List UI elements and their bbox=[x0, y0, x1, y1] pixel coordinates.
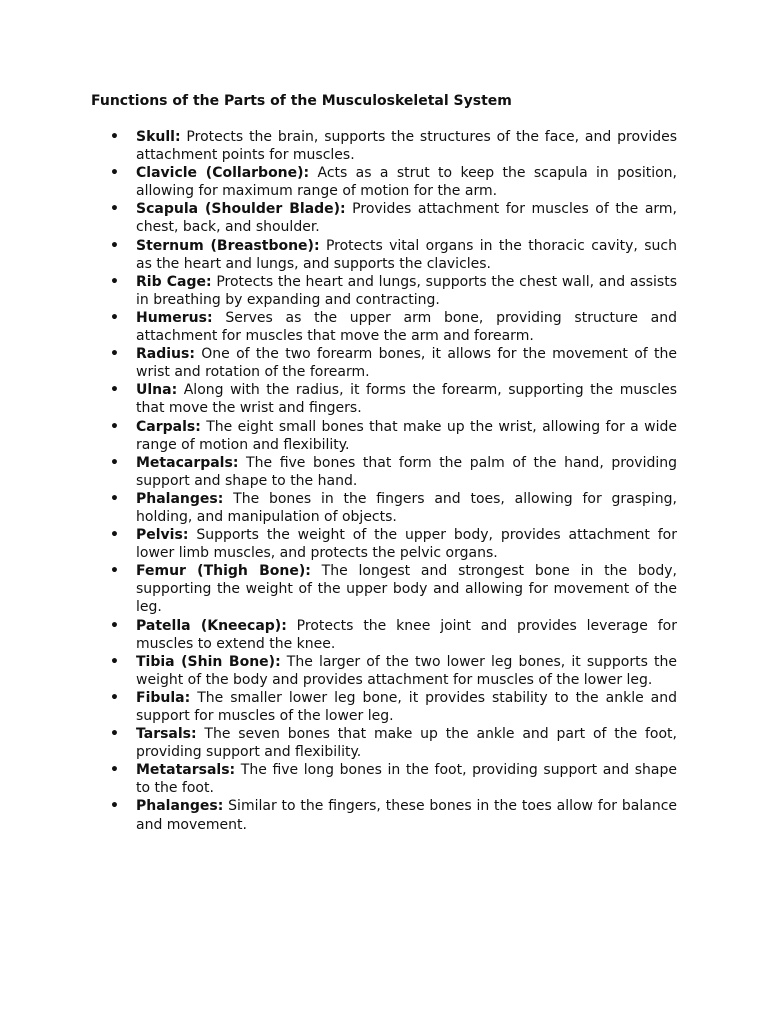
list-item bbox=[110, 164, 677, 200]
list-item bbox=[110, 237, 677, 273]
bullet-icon: • bbox=[110, 527, 119, 544]
bullet-icon: • bbox=[110, 762, 119, 779]
bullet-icon: • bbox=[110, 201, 119, 218]
bone-description: Protects vital organs in the thoracic cavity, such as the heart and lungs, and supports the clavicles. bbox=[136, 237, 677, 272]
bone-term: Sternum (Breastbone): bbox=[136, 237, 320, 254]
bullet-icon: • bbox=[110, 273, 119, 290]
bullet-icon: • bbox=[110, 689, 119, 706]
bone-term: Rib Cage: bbox=[136, 273, 212, 290]
bone-function-list bbox=[110, 128, 677, 834]
document-title: Functions of the Parts of the Musculoskeletal System bbox=[91, 93, 512, 109]
bullet-icon: • bbox=[110, 563, 119, 580]
bone-term: Metatarsals: bbox=[136, 762, 236, 779]
bone-term: Humerus: bbox=[136, 309, 213, 326]
bone-term: Femur (Thigh Bone): bbox=[136, 563, 311, 580]
list-item bbox=[110, 345, 677, 381]
bone-description: Along with the radius, it forms the forearm, supporting the muscles that move the wrist and fingers. bbox=[136, 382, 677, 417]
bone-description: The five bones that form the palm of the hand, providing support and shape to the hand. bbox=[136, 454, 677, 489]
bone-term: Patella (Kneecap): bbox=[136, 617, 287, 634]
bullet-icon: • bbox=[110, 454, 119, 471]
bullet-icon: • bbox=[110, 418, 119, 435]
bullet-icon: • bbox=[110, 653, 119, 670]
bone-term: Radius: bbox=[136, 346, 195, 363]
bone-description: The seven bones that make up the ankle and part of the foot, providing support and flexibility. bbox=[136, 726, 677, 761]
bone-term: Carpals: bbox=[136, 418, 201, 435]
list-item bbox=[110, 454, 677, 490]
list-item bbox=[110, 418, 677, 454]
bone-term: Ulna: bbox=[136, 382, 178, 399]
list-item bbox=[110, 653, 677, 689]
bone-term: Fibula: bbox=[136, 689, 191, 706]
bone-term: Clavicle (Collarbone): bbox=[136, 165, 310, 182]
list-item bbox=[110, 797, 677, 833]
bone-term: Scapula (Shoulder Blade): bbox=[136, 201, 346, 218]
bone-description: The smaller lower leg bone, it provides stability to the ankle and support for muscles of the lower leg. bbox=[136, 689, 678, 724]
bone-description: The five long bones in the foot, providing support and shape to the foot. bbox=[136, 762, 678, 797]
bone-description: Protects the knee joint and provides leverage for muscles to extend the knee. bbox=[136, 617, 677, 652]
bone-description: Protects the heart and lungs, supports the chest wall, and assists in breathing by expanding and contracting. bbox=[136, 273, 678, 308]
bullet-icon: • bbox=[110, 309, 119, 326]
list-item bbox=[110, 381, 677, 417]
bone-term: Tibia (Shin Bone): bbox=[136, 653, 281, 670]
bullet-icon: • bbox=[110, 346, 119, 363]
bone-description: One of the two forearm bones, it allows for the movement of the wrist and rotation of the forearm. bbox=[136, 346, 677, 381]
bone-description: Protects the brain, supports the structures of the face, and provides attachment points for muscles. bbox=[136, 129, 677, 164]
bullet-icon: • bbox=[110, 798, 119, 815]
bone-term: Metacarpals: bbox=[136, 454, 239, 471]
bone-term: Skull: bbox=[136, 129, 181, 145]
bullet-icon: • bbox=[110, 237, 119, 254]
list-item bbox=[110, 200, 677, 236]
list-item bbox=[110, 526, 677, 562]
bone-term: Phalanges: bbox=[136, 490, 224, 507]
list-item bbox=[110, 725, 677, 761]
bone-description: The bones in the fingers and toes, allowing for grasping, holding, and manipulation of objects. bbox=[136, 490, 678, 525]
bone-description: Provides attachment for muscles of the arm, chest, back, and shoulder. bbox=[136, 201, 677, 236]
bone-description: Similar to the fingers, these bones in the toes allow for balance and movement. bbox=[136, 798, 677, 833]
list-item bbox=[110, 490, 677, 526]
bone-description: The larger of the two lower leg bones, it supports the weight of the body and provides attachment for muscles of the lower leg. bbox=[136, 653, 677, 688]
bone-description: Acts as a strut to keep the scapula in position, allowing for maximum range of motion for the arm. bbox=[136, 165, 678, 200]
bone-description: The longest and strongest bone in the body, supporting the weight of the upper body and allowing for movement of the leg. bbox=[136, 563, 677, 616]
bullet-icon: • bbox=[110, 726, 119, 743]
list-item bbox=[110, 273, 677, 309]
bullet-icon: • bbox=[110, 129, 119, 145]
bullet-icon: • bbox=[110, 617, 119, 634]
bone-description: Serves as the upper arm bone, providing structure and attachment for muscles that move the arm and forearm. bbox=[136, 309, 678, 345]
bone-term: Tarsals: bbox=[136, 726, 197, 743]
list-item bbox=[110, 761, 677, 797]
bone-description: The eight small bones that make up the wrist, allowing for a wide range of motion and flexibility. bbox=[136, 418, 677, 453]
list-item bbox=[110, 562, 677, 616]
list-item bbox=[110, 617, 677, 653]
bone-term: Pelvis: bbox=[136, 527, 189, 544]
bone-term: Phalanges: bbox=[136, 798, 224, 815]
list-item bbox=[110, 128, 677, 164]
bone-description: Supports the weight of the upper body, provides attachment for lower limb muscles, and protects the pelvic organs. bbox=[136, 527, 678, 562]
bullet-icon: • bbox=[110, 165, 119, 182]
list-item bbox=[110, 309, 677, 345]
list-item bbox=[110, 689, 677, 725]
bullet-icon: • bbox=[110, 382, 119, 399]
bullet-icon: • bbox=[110, 490, 119, 507]
